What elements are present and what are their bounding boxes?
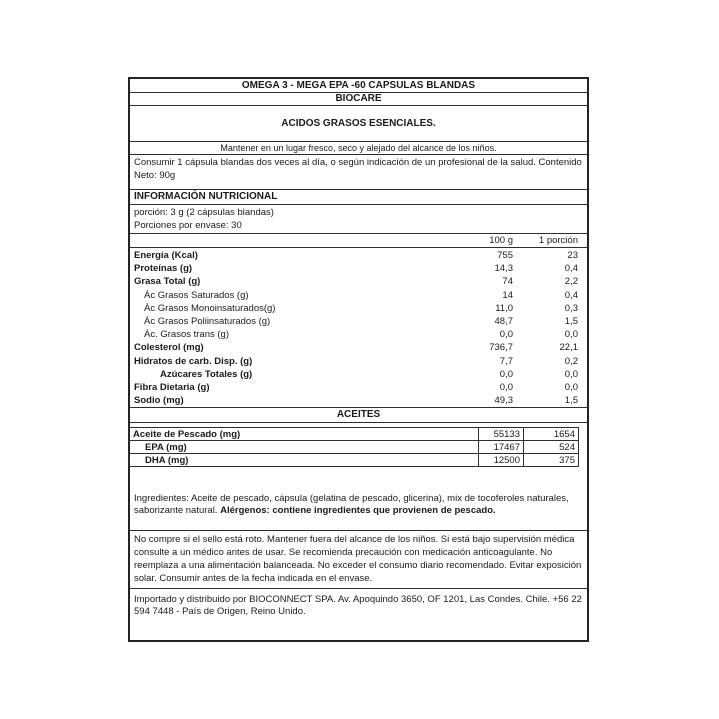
nutrient-label: Hidratos de carb. Disp. (g) [134, 355, 253, 367]
nutrient-row [130, 328, 587, 341]
oil-label: EPA (mg) [129, 441, 479, 454]
servings-per-container: Porciones por envase: 30 [134, 220, 242, 231]
col-header-per-100g: 100 g [489, 235, 513, 246]
nutrition-section-title: INFORMACIÓN NUTRICIONAL [130, 190, 587, 205]
value-per-serving: 1,5 [564, 395, 578, 407]
nutrient-row [130, 394, 587, 407]
ingredients-text [130, 493, 587, 517]
serving-size: porción: 3 g (2 cápsulas blandas) [134, 207, 274, 218]
nutrient-row [130, 275, 587, 288]
nutrient-row [130, 302, 587, 315]
oil-row [129, 441, 579, 454]
oils-section-title: ACEITES [130, 408, 587, 423]
value-per-serving: 0,4 [564, 263, 578, 275]
oil-value-per-100g: 12500 [479, 454, 524, 467]
value-per-serving: 0,2 [564, 355, 578, 367]
value-per-serving: 0,0 [564, 329, 578, 341]
nutrient-label: Azúcares Totales (g) [160, 368, 253, 380]
product-subtitle [130, 106, 587, 142]
value-per-100g: 74 [502, 276, 513, 288]
value-per-100g: 755 [497, 250, 513, 261]
nutrient-row [130, 289, 587, 302]
nutrient-label: Sodio (mg) [134, 395, 184, 407]
warnings-text: No compre si el sello está roto. Mantener fuera del alcance de los niños. Si está bajo supervisión médica consulte a un médico antes de usar. Se recomienda precaución con medicación anticoagulante. No reemplaza a una alimentación balanceada. No exceder el consumo diario recomendado. Evitar exposición solar. Consumir antes de la fecha indicada en el envase. [130, 531, 587, 589]
value-per-serving: 0,3 [564, 302, 578, 314]
oil-value-per-100g: 55133 [479, 428, 524, 441]
importer-text: Importado y distribuido por BIOCONNECT SPA. Av. Apoquindo 3650, OF 1201, Las Condes. Chile. +56 22 594 7448 - País de Origen, Reino Unido. [134, 594, 582, 618]
dosage-instructions: Consumir 1 cápsula blandas dos veces al día, o según indicación de un profesional de la salud. Contenido Neto: 90g [130, 155, 587, 190]
column-header-row [130, 234, 587, 248]
value-per-100g: 11,0 [495, 302, 513, 314]
nutrient-row [130, 249, 587, 262]
value-per-serving: 22,1 [559, 342, 578, 354]
brand-name: BIOCARE [130, 93, 587, 106]
product-title: OMEGA 3 - MEGA EPA -60 CAPSULAS BLANDAS [130, 79, 587, 93]
nutrient-label: Ác Grasos Monoinsaturados(g) [144, 302, 276, 314]
subtitle-text: ACIDOS GRASOS ESENCIALES. [281, 118, 436, 129]
value-per-100g: 0,0 [499, 368, 513, 380]
value-per-serving: 0,4 [564, 289, 578, 301]
nutrient-row [130, 381, 587, 394]
oils-section [130, 423, 587, 531]
col-header-per-serving: 1 porción [538, 235, 578, 246]
oil-value-per-serving: 524 [524, 441, 579, 454]
nutrient-label: Ác Grasos Poliinsaturados (g) [144, 316, 271, 328]
nutrient-label: Ác Grasos Saturados (g) [144, 289, 249, 301]
value-per-100g: 7,7 [499, 355, 513, 367]
value-per-100g: 0,0 [499, 382, 513, 394]
value-per-serving: 0,0 [564, 368, 578, 380]
value-per-serving: 1,5 [564, 316, 578, 328]
nutrient-row [130, 315, 587, 328]
value-per-100g: 48,7 [494, 316, 513, 328]
storage-instructions: Mantener en un lugar fresco, seco y alejado del alcance de los niños. [130, 142, 587, 155]
nutrient-label: Colesterol (mg) [134, 342, 204, 354]
value-per-100g: 736,7 [489, 342, 513, 354]
nutrient-label: Fibra Dietaria (g) [134, 382, 210, 394]
allergens-statement: Alérgenos: contiene ingredientes que provienen de pescado. [220, 505, 496, 517]
nutrient-row [130, 355, 587, 368]
oil-label: DHA (mg) [129, 454, 479, 467]
oil-label: Aceite de Pescado (mg) [129, 428, 479, 441]
value-per-100g: 0,0 [499, 329, 513, 341]
value-per-serving: 23 [567, 250, 578, 261]
nutrient-row [130, 341, 587, 354]
value-per-serving: 0,0 [564, 382, 578, 394]
nutrient-row [130, 262, 587, 275]
value-per-serving: 2,2 [564, 276, 578, 288]
oils-table [128, 427, 579, 467]
ingredients-list: Ingredientes: Aceite de pescado, cápsula (gelatina de pescado, glicerina), mix de tocoferoles naturales, saborizante natural. [134, 493, 569, 517]
nutrient-row [130, 368, 587, 381]
oil-value-per-serving: 375 [524, 454, 579, 467]
nutrient-label: Grasa Total (g) [134, 276, 201, 288]
nutrient-table [130, 248, 587, 408]
oil-row [129, 428, 579, 441]
oil-value-per-100g: 17467 [479, 441, 524, 454]
nutrition-label [128, 77, 589, 642]
oil-value-per-serving: 1654 [524, 428, 579, 441]
value-per-100g: 49,3 [494, 395, 513, 407]
serving-info [130, 205, 587, 234]
value-per-100g: 14 [502, 289, 513, 301]
nutrient-label: Ác. Grasos trans (g) [144, 329, 229, 341]
nutrient-label: Proteínas (g) [134, 263, 193, 275]
oil-row [129, 454, 579, 467]
value-per-100g: 14,3 [494, 263, 513, 275]
nutrient-label: Energía (Kcal) [134, 250, 198, 261]
